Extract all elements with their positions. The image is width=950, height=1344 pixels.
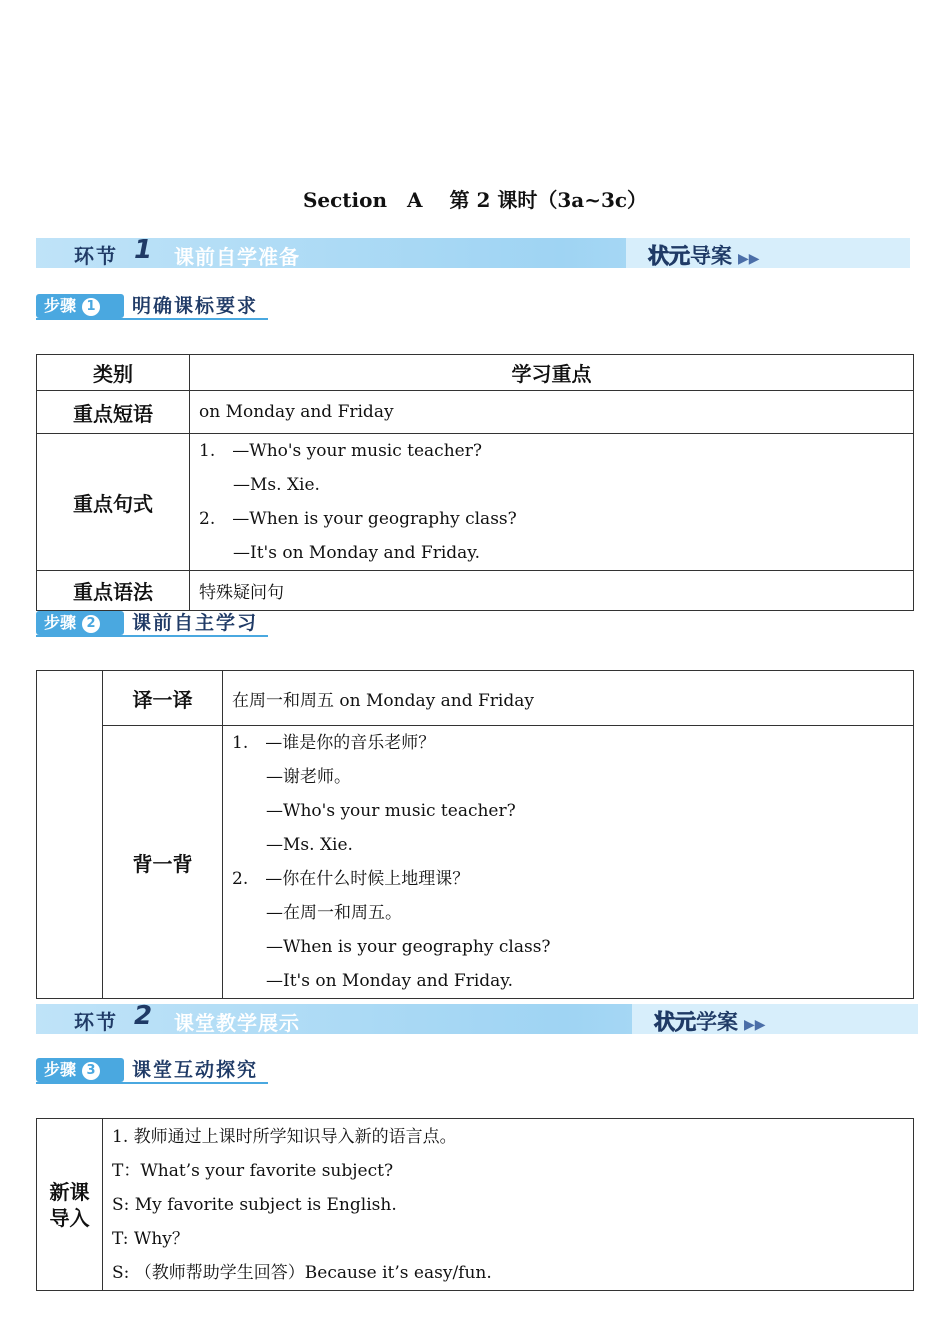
row-label: 背一背 [103, 726, 223, 999]
row-label: 重点句式 [37, 434, 190, 571]
key-sentences: 1. —Who's your music teacher? —Ms. Xie. 2. —When is your geography class? —It's on Monday and Friday. [190, 434, 914, 571]
banner-number: 1 [134, 235, 153, 265]
section-banner-2 [36, 1001, 918, 1035]
recite-content: 1. —谁是你的音乐老师？ —谢老师。 —Who's your music teacher? —Ms. Xie. 2. —你在什么时候上地理课？ —在周一和周五。 —When is your geography class? —It's on Monday and Friday. [223, 726, 914, 999]
table-header: 类别 [37, 355, 190, 391]
row-label: 重点语法 [37, 571, 190, 611]
double-arrow-icon: ▶▶ [738, 251, 760, 267]
step-number-icon: 1 [82, 298, 100, 316]
banner-prefix: 环节 [74, 244, 118, 268]
row-label: 新课 导入 [37, 1119, 103, 1291]
table-header: 学习重点 [190, 355, 914, 391]
double-arrow-icon: ▶▶ [744, 1017, 766, 1033]
blank-cell [37, 671, 103, 999]
banner-right-label: 状元学案 ▶▶ [654, 1010, 766, 1034]
step-label-2: 步骤 2 课前自主学习 [36, 611, 276, 637]
step-number-icon: 3 [82, 1062, 100, 1080]
banner-name: 课堂教学展示 [174, 1011, 300, 1035]
translate-content: 在周一和周五 on Monday and Friday [223, 671, 914, 726]
key-points-table [36, 354, 914, 611]
key-grammar: 特殊疑问句 [190, 571, 914, 611]
step-number-icon: 2 [82, 615, 100, 633]
lesson-intro-table [36, 1118, 914, 1291]
banner-right-label: 状元导案 ▶▶ [648, 244, 760, 268]
row-label: 重点短语 [37, 391, 190, 434]
intro-content: 1. 教师通过上课时所学知识导入新的语言点。 T：What’s your favorite subject? S: My favorite subject is English. T: Why？ S: （教师帮助学生回答）Because it’s easy/fun. [103, 1119, 914, 1291]
banner-name: 课前自学准备 [174, 245, 300, 269]
banner-number: 2 [134, 1001, 153, 1031]
step-label-1: 步骤 1 明确课标要求 [36, 294, 276, 320]
section-banner-1 [36, 235, 910, 269]
key-phrases: on Monday and Friday [190, 391, 914, 434]
step-label-3: 步骤 3 课堂互动探究 [36, 1058, 276, 1084]
self-study-table [36, 670, 914, 999]
row-label: 译一译 [103, 671, 223, 726]
banner-prefix: 环节 [74, 1010, 118, 1034]
page-title: Section A 第 2 课时（3a~3c） [302, 188, 648, 212]
